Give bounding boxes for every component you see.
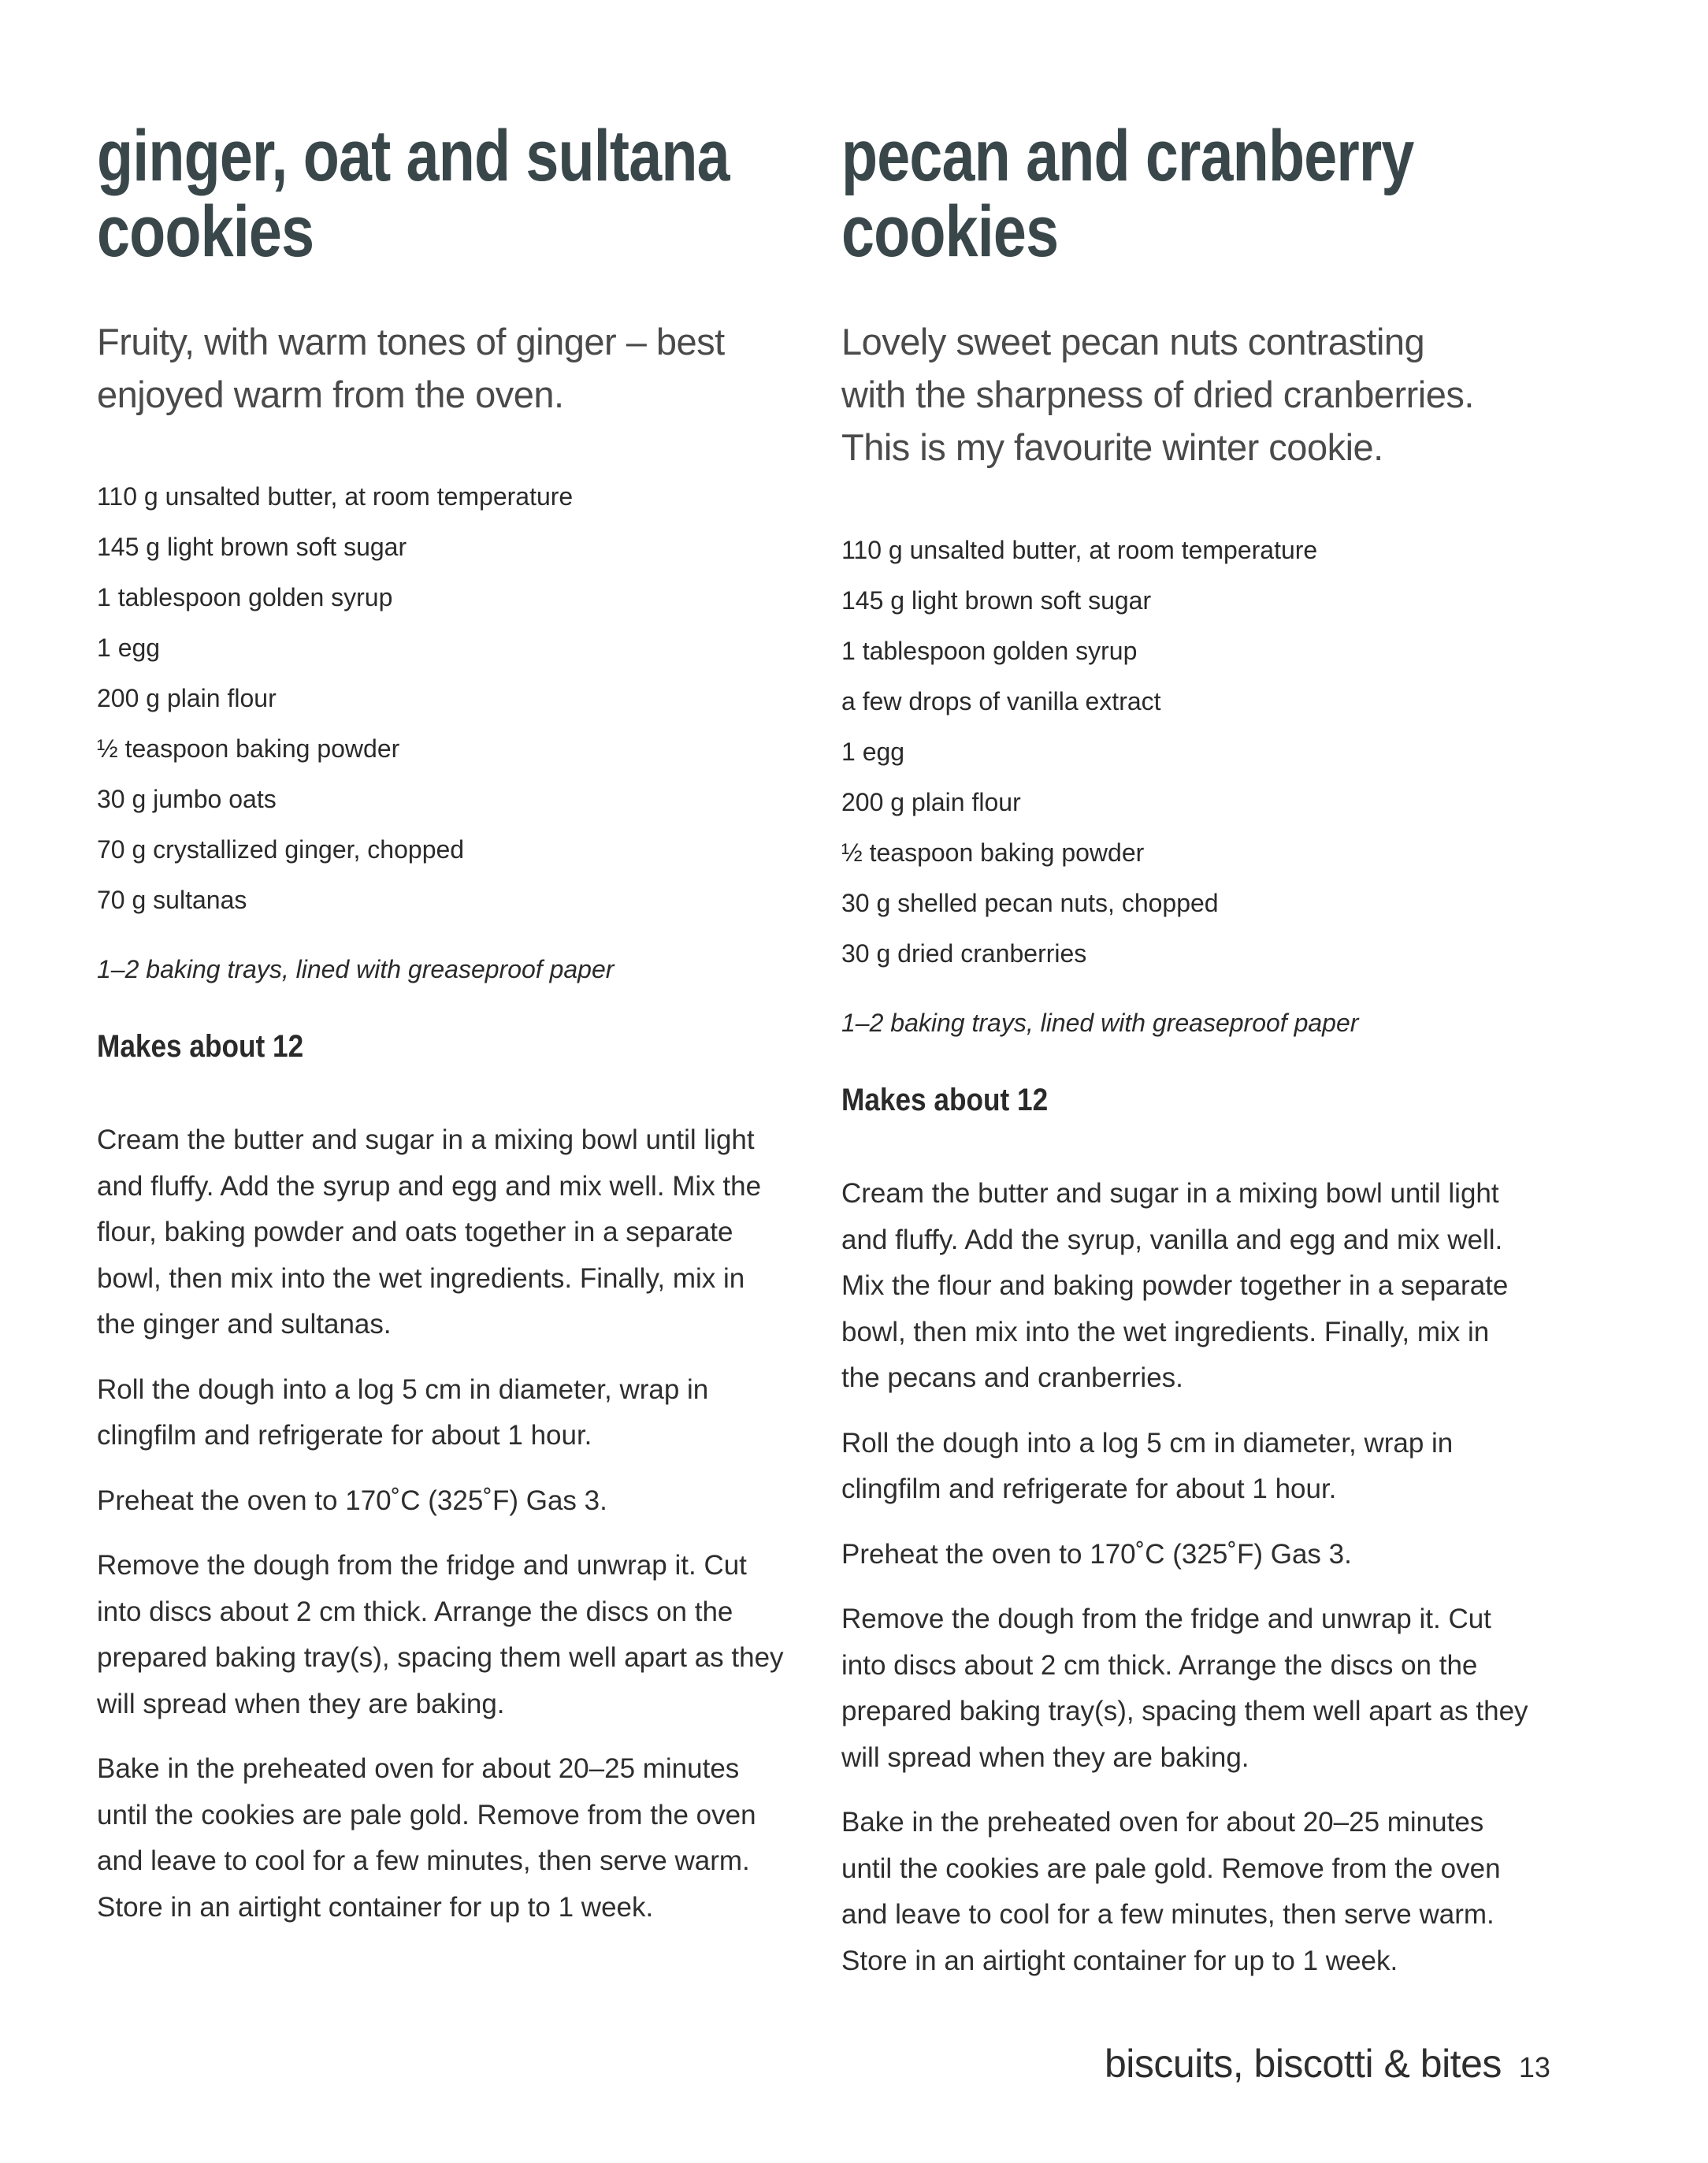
method-step: Remove the dough from the fridge and unwrap it. Cut into discs about 2 cm thick. Arrange the discs on the prepared baking tray(s), spacing them well apart as they will spread when they are baking. (841, 1604, 1528, 1773)
method-step: Roll the dough into a log 5 cm in diameter, wrap in clingfilm and refrigerate for about 1 hour. (841, 1427, 1454, 1504)
recipe-title-line: ginger, oat and sultana (97, 116, 730, 196)
recipe-yield: Makes about 12 (841, 1083, 1049, 1117)
ingredient-item: 70 g crystallized ginger, chopped (97, 835, 465, 864)
method-steps (841, 1171, 1535, 2003)
ingredient-item: 200 g plain flour (97, 684, 277, 712)
method-step: Preheat the oven to 170˚C (325˚F) Gas 3. (97, 1485, 607, 1516)
ingredient-item: 30 g shelled pecan nuts, chopped (841, 889, 1219, 917)
ingredient-item: 30 g jumbo oats (97, 785, 277, 813)
recipe-intro: Lovely sweet pecan nuts contrasting with the sharpness of dried cranberries. This is my favourite winter cookie. (841, 321, 1474, 468)
ingredient-item: 30 g dried cranberries (841, 939, 1087, 968)
recipe-title-line: pecan and cranberry (841, 116, 1414, 196)
method-step: Preheat the oven to 170˚C (325˚F) Gas 3. (841, 1538, 1352, 1570)
ingredient-list (97, 471, 573, 925)
ingredient-item: a few drops of vanilla extract (841, 687, 1161, 715)
recipe-title-line: cookies (97, 191, 314, 272)
ingredient-item: 1 tablespoon golden syrup (841, 637, 1138, 665)
recipe-title-line: cookies (841, 191, 1059, 272)
ingredient-item: ½ teaspoon baking powder (841, 838, 1145, 867)
method-step: Roll the dough into a log 5 cm in diameter, wrap in clingfilm and refrigerate for about 1 hour. (97, 1373, 709, 1451)
equipment-note: 1–2 baking trays, lined with greaseproof paper (97, 955, 615, 983)
ingredient-item: 1 egg (97, 634, 161, 662)
method-steps (97, 1117, 790, 1949)
recipe-intro: Fruity, with warm tones of ginger – best enjoyed warm from the oven. (97, 321, 725, 415)
method-step: Remove the dough from the fridge and unwrap it. Cut into discs about 2 cm thick. Arrange the discs on the prepared baking tray(s), spacing them well apart as they will spread when they are baking. (97, 1550, 784, 1719)
ingredient-item: 145 g light brown soft sugar (97, 533, 407, 561)
ingredient-item: 145 g light brown soft sugar (841, 586, 1152, 615)
recipe-title (841, 116, 1414, 272)
ingredient-item: ½ teaspoon baking powder (97, 734, 400, 763)
ingredient-list (841, 525, 1317, 979)
method-step: Bake in the preheated oven for about 20–25 minutes until the cookies are pale gold. Remove from the oven and leave to cool for a few minutes, then serve warm. Store in an airtight container for up to 1 week. (841, 1807, 1501, 1976)
ingredient-item: 1 egg (841, 738, 905, 766)
ingredient-item: 70 g sultanas (97, 886, 247, 914)
recipe-title (97, 116, 730, 272)
ingredient-item: 110 g unsalted butter, at room temperature (841, 536, 1318, 564)
ingredient-item: 110 g unsalted butter, at room temperature (97, 482, 574, 511)
ingredient-item: 200 g plain flour (841, 788, 1021, 816)
ingredient-item: 1 tablespoon golden syrup (97, 583, 393, 611)
method-step: Cream the butter and sugar in a mixing bowl until light and fluffy. Add the syrup, vanilla and egg and mix well. Mix the flour and baking powder together in a separate bowl, then mix into the wet ingredients. Finally, mix in the pecans and cranberries. (841, 1178, 1509, 1393)
method-step: Cream the butter and sugar in a mixing bowl until light and fluffy. Add the syrup and egg and mix well. Mix the flour, baking powder and oats together in a separate bowl, then mix into the wet ingredients. Finally, mix in the ginger and sultanas. (97, 1124, 762, 1340)
recipe-yield: Makes about 12 (97, 1029, 304, 1064)
method-step: Bake in the preheated oven for about 20–25 minutes until the cookies are pale gold. Remove from the oven and leave to cool for a few minutes, then serve warm. Store in an airtight container for up to 1 week. (97, 1753, 756, 1923)
section-name: biscuits, biscotti & bites (1105, 2042, 1502, 2086)
page-number: 13 (1518, 2051, 1550, 2083)
page-footer (1105, 2041, 1550, 2087)
equipment-note: 1–2 baking trays, lined with greaseproof paper (841, 1009, 1359, 1037)
